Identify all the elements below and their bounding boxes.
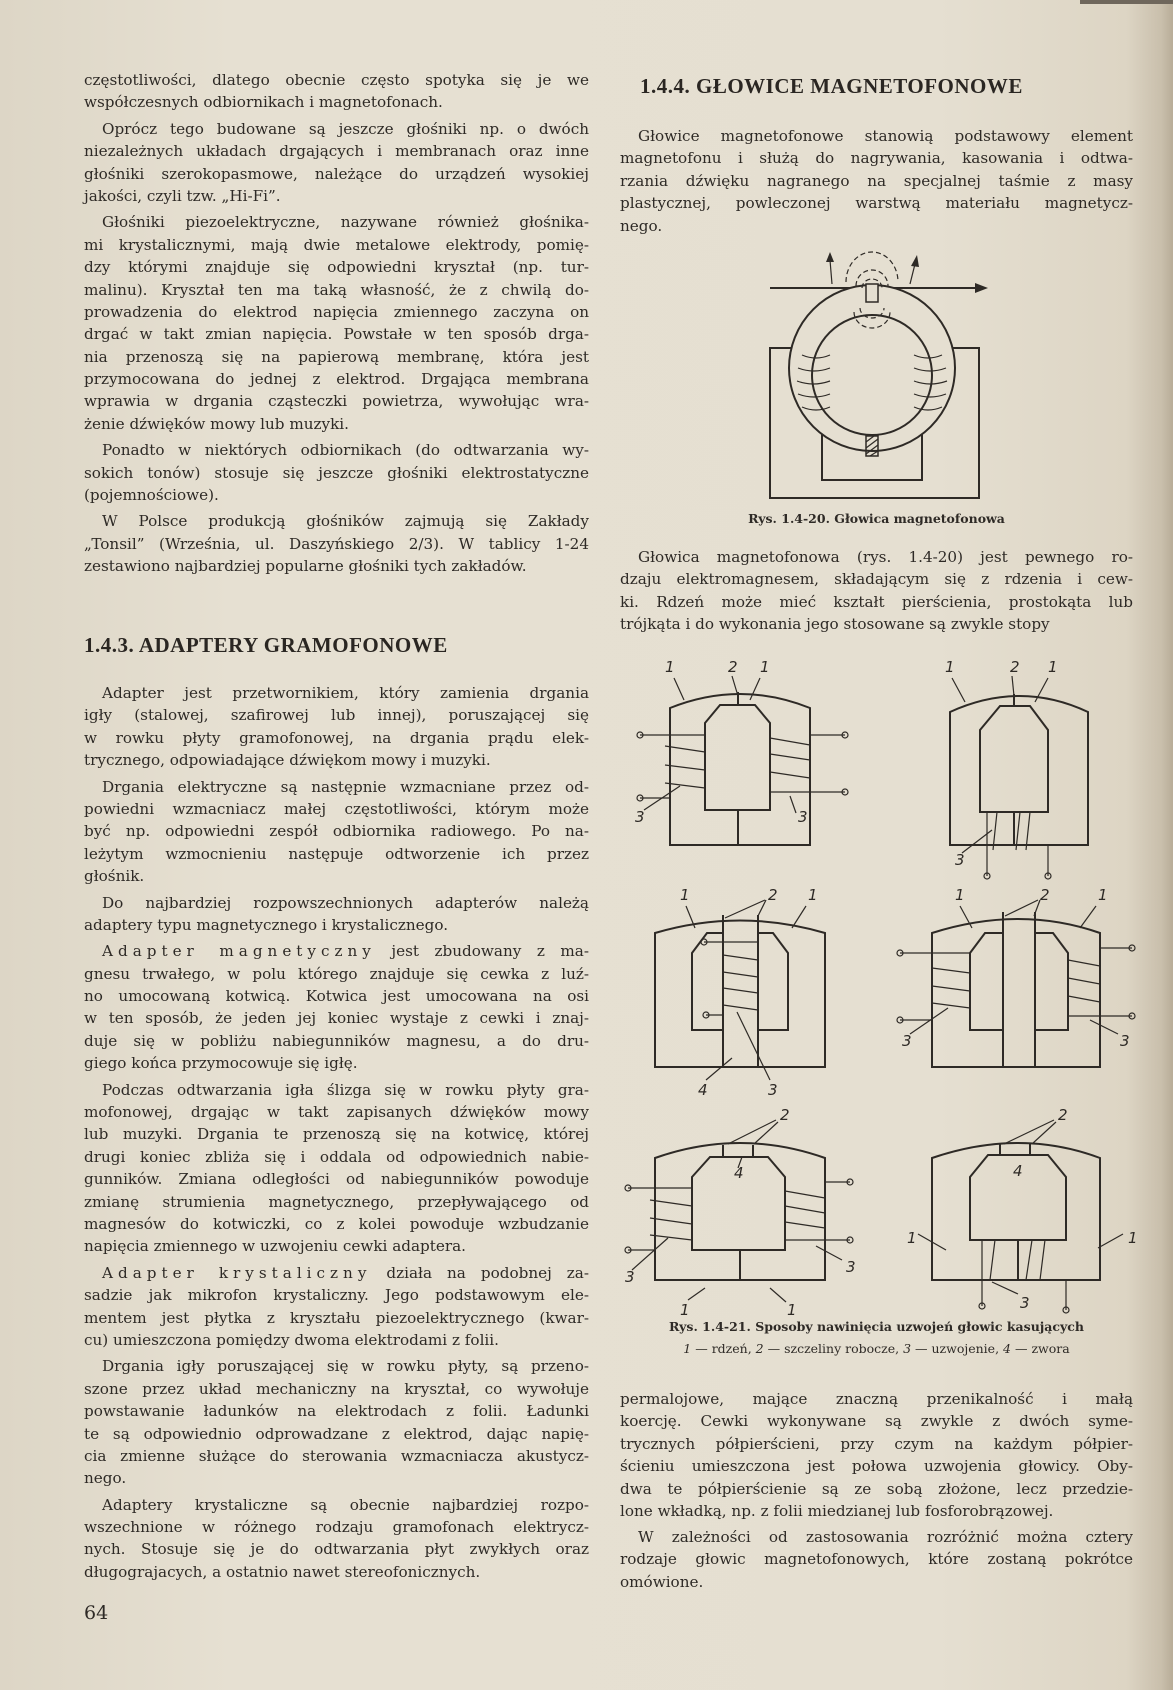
text-line: sadzie jak mikrofon krystaliczny. Jego podstawowym ele- [84,1286,589,1305]
text-line: igły (stalowej, szafirowej lub innej), poruszającej się [84,706,589,725]
text-line: Adaptery krystaliczne są obecnie najbardziej rozpo- [102,1495,589,1514]
text-line: plastycznej, powleczonej warstwą materiału magnetycz- [620,194,1133,213]
text-line: gunników. Zmiana odległości od nabiegunników powoduje [84,1170,589,1189]
page-number: 64 [84,1602,109,1624]
svg-text:3: 3 [768,1081,778,1099]
section-heading-1-4-4: 1.4.4. GŁOWICE MAGNETOFONOWE [640,74,1023,98]
svg-text:1: 1 [945,658,955,676]
text-line: magnetofonu i służą do nagrywania, kasowania i odtwa- [620,149,1133,168]
paragraph [84,211,589,435]
text-line: lone wkładką, np. z folii miedzianej lub fosforobrązowej. [620,1501,1054,1520]
legend-num-4: 4 [1003,1341,1011,1356]
paragraph [84,1262,589,1352]
svg-text:4: 4 [698,1081,708,1099]
legend-num-3: 3 [903,1341,912,1356]
svg-text:3: 3 [1120,1032,1130,1050]
text-line: trycznego, odpowiadające dźwiękom mowy i muzyki. [84,751,491,770]
legend-num-1: 1 [683,1341,692,1356]
svg-text:1: 1 [1128,1229,1138,1247]
diagram-c [655,886,825,1099]
text-line: rzania dźwięku nagranego na specjalnej taśmie z masy [620,171,1133,190]
text-line: magnesów do kotwiczki, co z kolei powoduje wzbudzanie [84,1214,589,1233]
right-paragraph-2 [620,546,1133,640]
svg-text:1: 1 [808,886,818,904]
text-line: Adapter jest przetwornikiem, który zamienia drgania [102,684,589,702]
paragraph [84,510,589,577]
svg-text:3: 3 [635,808,645,826]
paragraph [84,892,589,937]
text-line: mi krystalicznymi, mają dwie metalowe elektrody, pomię- [84,235,589,254]
text-line: Głowica magnetofonowa (rys. 1.4-20) jest pewnego ro- [638,548,1133,566]
text-line: lub muzyki. Drgania te przenoszą się na kotwicę, której [84,1125,589,1144]
legend-text-2: szczeliny robocze [784,1341,896,1356]
text-line: koercję. Cewki wykonywane są zwykle z dwóch syme- [620,1412,1133,1431]
text-line: (pojemnościowe). [84,486,219,505]
text-line: trycznych półpierścieni, przy czym na każdym półpier- [620,1434,1133,1453]
diagram-a [635,658,848,845]
svg-text:3: 3 [1020,1294,1030,1312]
text-line: drgać w takt zmian napięcia. Powstałe w ten sposób drga- [84,325,589,344]
left-column-intro [84,69,589,582]
svg-text:3: 3 [798,808,808,826]
text-line: zmianę strumienia magnetycznego, przepływającego od [84,1192,589,1211]
text-line: dzy którymi znajduje się odpowiedni kryształ (np. tur- [84,258,589,277]
text-line: wprawia w drgania cząsteczki powietrza, wywołując wra- [84,392,589,411]
svg-text:1: 1 [787,1301,797,1319]
text-line: rodzaje głowic magnetofonowych, które zostaną pokrótce [620,1550,1133,1569]
page-edge-shadow [1080,0,1173,4]
text-line: dzaju elektromagnesem, składającym się z rdzenia i cew- [620,570,1133,589]
text-line: Drgania igły poruszającej się w rowku płyty, są przeno- [102,1357,589,1376]
text-line: Drgania elektryczne są następnie wzmacniane przez od- [102,777,589,796]
text-line: drugi koniec zbliża się i oddala od odpowiednich nabie- [84,1147,589,1166]
svg-text:1: 1 [907,1229,917,1247]
paragraph [84,776,589,888]
paragraph [84,118,589,208]
text-line: głośnik. [84,867,145,886]
legend-text-1: rdzeń [711,1341,748,1356]
paragraph [84,69,589,114]
text-line: nych. Stosuje się je do odtwarzania płyt zwykłych oraz [84,1540,589,1559]
diagram-b [945,658,1088,879]
text-line: W zależności od zastosowania rozróżnić można cztery [638,1528,1133,1546]
text-line: zestawiono najbardziej popularne głośniki tych zakładów. [84,557,527,576]
text-line: mofonowej, drgając w takt zapisanych dźwięków mowy [84,1103,589,1122]
emphasized-term: Adapter magnetyczny [102,942,376,961]
paragraph [620,1388,1133,1522]
text-line: napięcia zmiennego w uzwojeniu cewki adaptera. [84,1237,467,1256]
paragraph [84,682,589,772]
text-line: nego. [84,1469,127,1488]
paragraph [620,125,1133,237]
text-line: Ponadto w niektórych odbiornikach (do odtwarzania wy- [102,441,589,460]
svg-text:1: 1 [680,886,690,904]
text-line: Głośniki piezoelektryczne, nazywane również głośnika- [102,213,589,232]
right-paragraph-3 [620,1388,1133,1526]
figure-1-4-21-legend: 1 — rdzeń, 2 — szczeliny robocze, 3 — uzwojenie, 4 — zwora [683,1341,1070,1356]
paragraph [84,1355,589,1489]
text-line: te są odpowiednio odprowadzane z elektrod, dając napię- [84,1424,589,1443]
paragraph [84,1494,589,1584]
text-line: Adapter magnetyczny jest zbudowany z ma- [102,942,589,961]
text-line: sokich tonów) stosuje się jeszcze głośniki elektrostatyczne [84,463,589,482]
text-line: Do najbardziej rozpowszechnionych adapterów należą [102,893,589,912]
text-line: dwa te półpierścienie są ze sobą złożone, lecz przedzie- [620,1479,1133,1498]
text-line: cia zmienne służące do sterowania wzmacniacza akustycz- [84,1446,589,1465]
text-line: jakości, czyli tzw. „Hi-Fi”. [84,186,281,205]
svg-text:3: 3 [625,1268,635,1286]
text-line: mentem jest płytka z kryształu piezoelektrycznego (kwar- [84,1308,589,1327]
section-heading-1-4-3: 1.4.3. ADAPTERY GRAMOFONOWE [84,633,448,657]
figure-1-4-21-caption: Rys. 1.4-21. Sposoby nawinięcia uzwojeń głowic kasujących [669,1319,1084,1334]
paragraph [84,1079,589,1258]
text-line: adaptery typu magnetycznego i krystalicznego. [84,915,449,934]
text-line: W Polsce produkcją głośników zajmują się Zakłady [102,512,589,531]
text-line: przymocowana do jednej z elektrod. Drgająca membrana [84,370,589,389]
svg-text:1: 1 [665,658,675,676]
text-line: duje się w pobliżu nabiegunników magnesu, a do dru- [84,1031,589,1050]
text-line: głośniki szerokopasmowe, należące do urządzeń wysokiej [84,164,589,183]
text-line: współczesnych odbiornikach i magnetofonach. [84,93,443,112]
emphasized-term: Adapter krystaliczny [102,1263,372,1282]
diagram-d [897,886,1135,1067]
text-line: prowadzenia do elektrod napięcia zmiennego zaczyna on [84,302,589,321]
diagram-f [907,1106,1138,1313]
figure-1-4-20-caption: Rys. 1.4-20. Głowica magnetofonowa [748,511,1005,526]
text-line: ścieniu umieszczona jest połowa uzwojenia głowicy. Oby- [620,1457,1133,1476]
text-line: „Tonsil” (Września, ul. Daszyńskiego 2/3). W tablicy 1-24 [84,534,589,553]
paragraph [620,546,1133,636]
text-line: gnesu trwałego, w polu którego znajduje się cewka z luź- [84,964,589,983]
text-line: ki. Rdzeń może mieć kształt pierścienia, prostokąta lub [620,592,1133,611]
svg-text:3: 3 [846,1258,856,1276]
text-line: malinu). Kryształ ten ma taką własność, że z chwilą do- [84,280,589,299]
text-line: niezależnych układach drgających i membranach oraz inne [84,142,589,161]
legend-text-4: zwora [1031,1341,1070,1356]
svg-text:1: 1 [955,886,965,904]
text-line: nia przenoszą się na papierową membranę, która jest [84,347,589,366]
svg-text:1: 1 [760,658,770,676]
svg-text:3: 3 [902,1032,912,1050]
legend-text-3: uzwojenie [931,1341,996,1356]
svg-text:4: 4 [734,1164,744,1182]
diagram-e [625,1106,856,1319]
svg-text:3: 3 [955,851,965,869]
text-line: nego. [620,216,663,235]
text-line: trójkąta i do wykonania jego stosowane są zwykle stopy [620,615,1050,634]
text-line: w rowku płyty gramofonowej, na drgania prądu elek- [84,728,589,747]
text-line: cu) umieszczona pomiędzy dwoma elektrodami z folii. [84,1330,499,1349]
text-line: Oprócz tego budowane są jeszcze głośniki np. o dwóch [102,119,589,138]
figure-1-4-20-magnetic-head-diagram [760,240,1080,510]
svg-text:2: 2 [1040,886,1050,904]
text-line: Głowice magnetofonowe stanowią podstawowy element [638,127,1133,145]
svg-text:2: 2 [1058,1106,1068,1124]
svg-text:2: 2 [728,658,738,676]
svg-text:1: 1 [1098,886,1108,904]
svg-text:2: 2 [780,1106,790,1124]
text-line: powiedni wzmacniacz małej częstotliwości, którym może [84,799,589,818]
text-line: w ten sposób, że jeden jej koniec wystaje z cewki i znaj- [84,1009,589,1028]
legend-num-2: 2 [755,1341,764,1356]
text-line: szone przez układ mechaniczny na kryształ, co wywołuje [84,1379,589,1398]
text-line: powstawanie ładunków na elektrodach z folii. Ładunki [84,1402,589,1421]
text-line: omówione. [620,1572,704,1591]
text-line: wszechnione w różnego rodzaju gramofonach elektrycz- [84,1518,589,1537]
paragraph [84,940,589,1074]
text-line: no umocowaną kotwicą. Kotwica jest umocowana na osi [84,987,589,1006]
text-line: permalojowe, mające znaczną przenikalność i małą [620,1390,1133,1408]
svg-text:4: 4 [1013,1162,1023,1180]
svg-text:2: 2 [768,886,778,904]
text-line: leżytym wzmocnieniu następuje odtworzenie ich przez [84,844,589,863]
text-line: Adapter krystaliczny działa na podobnej za- [102,1263,589,1282]
svg-text:2: 2 [1010,658,1020,676]
svg-text:1: 1 [1048,658,1058,676]
paragraph [620,1526,1133,1593]
left-column-section [84,682,589,1587]
figure-1-4-21-erase-head-windings [620,650,1140,1320]
text-line: Podczas odtwarzania igła ślizga się w rowku płyty gra- [102,1080,589,1099]
text-line: giego końca przymocowuje się igłę. [84,1054,358,1073]
text-line: żenie dźwięków mowy lub muzyki. [84,414,349,433]
paragraph [84,439,589,506]
right-paragraph-1 [620,125,1133,241]
text-line: długograjacych, a ostatnio nawet stereofonicznych. [84,1562,481,1581]
right-paragraph-4 [620,1526,1133,1597]
svg-text:1: 1 [680,1301,690,1319]
text-line: być np. odpowiedni zespół odbiornika radiowego. Po na- [84,822,589,841]
text-line: częstotliwości, dlatego obecnie często spotyka się je we [84,71,589,89]
